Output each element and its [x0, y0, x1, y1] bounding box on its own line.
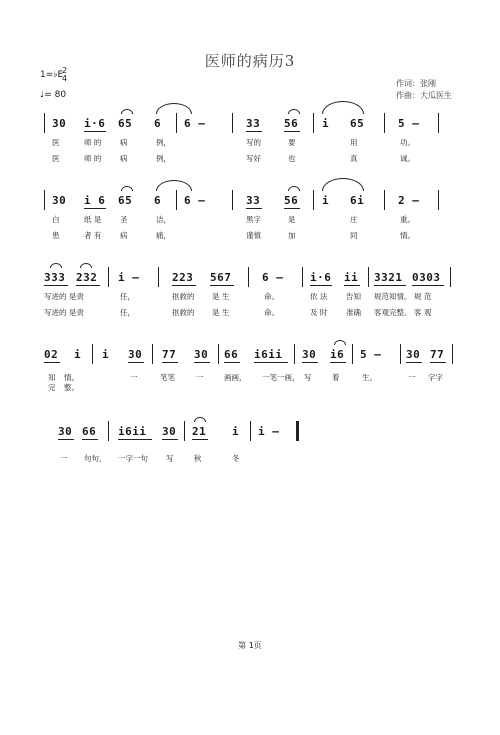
beam — [284, 131, 300, 132]
slur — [334, 340, 346, 345]
slur — [322, 178, 364, 191]
note: i — [74, 348, 82, 361]
lyric: 抠救的 — [172, 308, 195, 317]
lyric: 例， — [156, 138, 171, 147]
note: 33 — [246, 194, 261, 207]
lyric: 一字一句 — [118, 454, 148, 463]
lyric: 写 — [166, 454, 174, 463]
note: 30 — [162, 425, 177, 438]
beam — [430, 362, 446, 363]
note: 77 — [162, 348, 177, 361]
lyric: 是 — [288, 215, 296, 224]
note: i·6 — [84, 117, 106, 130]
barline — [232, 190, 233, 210]
lyric: 写好 — [246, 154, 261, 163]
barline — [248, 267, 249, 287]
lyric: 情。 — [400, 231, 415, 240]
barline — [152, 344, 153, 364]
lyric: 加 — [288, 231, 296, 240]
barline — [184, 421, 185, 441]
end-barline — [296, 421, 299, 441]
barline — [176, 113, 177, 133]
note: 33 — [246, 117, 261, 130]
barline — [108, 421, 109, 441]
slur — [194, 417, 206, 422]
lyric: 知 — [48, 373, 56, 382]
lyric: 抠救的 — [172, 292, 195, 301]
beam — [76, 285, 100, 286]
beam — [118, 439, 152, 440]
note: i6 — [330, 348, 345, 361]
lyric: 依 法 — [310, 292, 328, 301]
barline — [400, 344, 401, 364]
lyric: 白 — [52, 215, 60, 224]
lyric: 字字 — [428, 373, 443, 382]
barline — [44, 190, 45, 210]
beam — [84, 131, 106, 132]
barline — [384, 113, 385, 133]
slur — [288, 186, 300, 191]
note: i – — [118, 271, 140, 284]
beam — [254, 362, 288, 363]
note: i 6 — [84, 194, 106, 207]
lyric: 告知 — [346, 292, 361, 301]
lyric: 同 — [350, 231, 358, 240]
beam — [374, 285, 406, 286]
note: 30 — [406, 348, 421, 361]
barline — [313, 113, 314, 133]
note: 21 — [192, 425, 207, 438]
lyric: 命。 — [264, 308, 279, 317]
lyricist: 作词：张刚 — [396, 79, 436, 88]
note: 6 – — [184, 194, 206, 207]
beam — [194, 362, 210, 363]
tempo-mark: ♩= 80 — [40, 90, 67, 100]
beam — [162, 362, 178, 363]
note: i — [322, 194, 330, 207]
lyric: 也 — [288, 154, 296, 163]
barline — [294, 344, 295, 364]
note: 02 — [44, 348, 59, 361]
beam — [84, 208, 106, 209]
lyric: 一 — [130, 373, 138, 382]
lyric: 医 — [52, 138, 60, 147]
barline — [176, 190, 177, 210]
note: 56 — [284, 194, 299, 207]
lyric: 客 观 — [414, 308, 432, 317]
note: i6ii — [254, 348, 283, 361]
note: i — [232, 425, 240, 438]
note: i – — [258, 425, 280, 438]
beam — [82, 439, 98, 440]
barline — [302, 267, 303, 287]
note: 232 — [76, 271, 98, 284]
lyric: 一 — [60, 454, 68, 463]
time-signature — [62, 67, 67, 83]
lyric: 任， — [120, 292, 135, 301]
note: 30 — [58, 425, 73, 438]
lyric: 生。 — [362, 373, 377, 382]
credits — [396, 78, 452, 102]
slur — [121, 186, 133, 191]
lyric: 写 — [304, 373, 312, 382]
lyric: 患 — [52, 231, 60, 240]
beam — [192, 439, 208, 440]
note: 56 — [284, 117, 299, 130]
note: 333 — [44, 271, 66, 284]
barline — [450, 267, 451, 287]
note: 6 — [154, 117, 162, 130]
note: i — [322, 117, 330, 130]
beam — [128, 362, 144, 363]
song-title: 医师的病历3 — [204, 52, 296, 70]
note: 66 — [82, 425, 97, 438]
lyric: 客观完整。 — [374, 308, 412, 317]
note: i — [102, 348, 110, 361]
barline — [352, 344, 353, 364]
lyric: 病 — [120, 231, 128, 240]
lyric: 一 — [408, 373, 416, 382]
note: 5 – — [360, 348, 382, 361]
key-signature — [40, 66, 68, 83]
lyric: 规 范 — [414, 292, 432, 301]
lyric: 命。 — [264, 292, 279, 301]
beam — [302, 362, 318, 363]
barline — [158, 267, 159, 287]
lyric: 用 — [350, 138, 358, 147]
lyric: 写的 — [246, 138, 261, 147]
note: ii — [344, 271, 359, 284]
note: 30 — [52, 117, 67, 130]
beam — [406, 362, 422, 363]
lyric: 准确 — [346, 308, 361, 317]
time-bottom: 4 — [62, 74, 68, 83]
beam — [210, 285, 234, 286]
lyric: 黑字 — [246, 215, 261, 224]
note: 77 — [430, 348, 445, 361]
barline — [368, 267, 369, 287]
lyric: 圣 — [120, 215, 128, 224]
lyric: 完 — [48, 383, 56, 392]
note: 6 – — [184, 117, 206, 130]
note: 0303 — [412, 271, 441, 284]
note: 66 — [224, 348, 239, 361]
lyric: 情。 — [64, 373, 79, 382]
beam — [284, 208, 300, 209]
lyric: 一 — [196, 373, 204, 382]
beam — [44, 285, 68, 286]
barline — [313, 190, 314, 210]
barline — [438, 190, 439, 210]
lyric: 纸 是 — [84, 215, 102, 224]
lyric: 画画， — [224, 373, 247, 382]
lyric: 洁， — [156, 215, 171, 224]
note: 567 — [210, 271, 232, 284]
page-number: 第 1页 — [238, 641, 262, 650]
lyric: 师 的 — [84, 138, 102, 147]
lyric: 诚。 — [400, 154, 415, 163]
note: 65 — [118, 194, 133, 207]
note: 30 — [302, 348, 317, 361]
beam — [172, 285, 196, 286]
lyric: 句句， — [84, 454, 107, 463]
barline — [250, 421, 251, 441]
lyric: 规范知情。 — [374, 292, 412, 301]
note: 6 – — [262, 271, 284, 284]
slur — [288, 109, 300, 114]
barline — [452, 344, 453, 364]
lyric: 是 生 — [212, 308, 230, 317]
note: 30 — [52, 194, 67, 207]
lyric: 秋 — [194, 454, 202, 463]
key-text: 1=♭E — [40, 70, 64, 80]
barline — [384, 190, 385, 210]
beam — [44, 362, 60, 363]
lyric: 整。 — [64, 383, 79, 392]
beam — [224, 362, 240, 363]
tie — [156, 103, 192, 114]
slur — [121, 109, 133, 114]
slur — [322, 101, 364, 114]
slur — [50, 263, 62, 268]
lyric: 冬 — [232, 454, 240, 463]
lyric: 医 — [52, 154, 60, 163]
barline — [108, 267, 109, 287]
lyric: 及 时 — [310, 308, 328, 317]
beam — [162, 439, 178, 440]
note: i·6 — [310, 271, 332, 284]
lyric: 重。 — [400, 215, 415, 224]
lyric: 真 — [350, 154, 358, 163]
lyric: 庄 — [350, 215, 358, 224]
note: 223 — [172, 271, 194, 284]
barline — [92, 344, 93, 364]
barline — [232, 113, 233, 133]
time-top: 2 — [62, 66, 68, 75]
note: 2 – — [398, 194, 420, 207]
note: 5 – — [398, 117, 420, 130]
beam — [330, 362, 346, 363]
note: 65 — [350, 117, 365, 130]
lyric: 病 — [120, 154, 128, 163]
slur — [80, 263, 92, 268]
lyric: 功。 — [400, 138, 415, 147]
note: 30 — [194, 348, 209, 361]
beam — [246, 131, 262, 132]
lyric: 写进的 是责 — [44, 292, 84, 301]
lyric: 一笔一画， — [262, 373, 300, 382]
beam — [344, 285, 360, 286]
lyric: 是 生 — [212, 292, 230, 301]
barline — [438, 113, 439, 133]
lyric: 笔笔 — [160, 373, 175, 382]
note: 3321 — [374, 271, 403, 284]
lyric: 者 有 — [84, 231, 102, 240]
lyric: 任， — [120, 308, 135, 317]
barline — [218, 344, 219, 364]
lyric: 要 — [288, 138, 296, 147]
lyric: 例， — [156, 154, 171, 163]
barline — [44, 113, 45, 133]
composer: 作曲：大瓜医生 — [396, 91, 452, 100]
lyric: 师 的 — [84, 154, 102, 163]
note: 6i — [350, 194, 365, 207]
lyric: 谨慎 — [246, 231, 261, 240]
note: 6 — [154, 194, 162, 207]
lyric: 痛， — [156, 231, 171, 240]
beam — [310, 285, 332, 286]
note: 30 — [128, 348, 143, 361]
lyric: 着 — [332, 373, 340, 382]
note: 65 — [118, 117, 133, 130]
lyric: 写进的 是责 — [44, 308, 84, 317]
beam — [246, 208, 262, 209]
beam — [412, 285, 444, 286]
tie — [156, 180, 192, 191]
beam — [58, 439, 74, 440]
note: i6ii — [118, 425, 147, 438]
lyric: 病 — [120, 138, 128, 147]
